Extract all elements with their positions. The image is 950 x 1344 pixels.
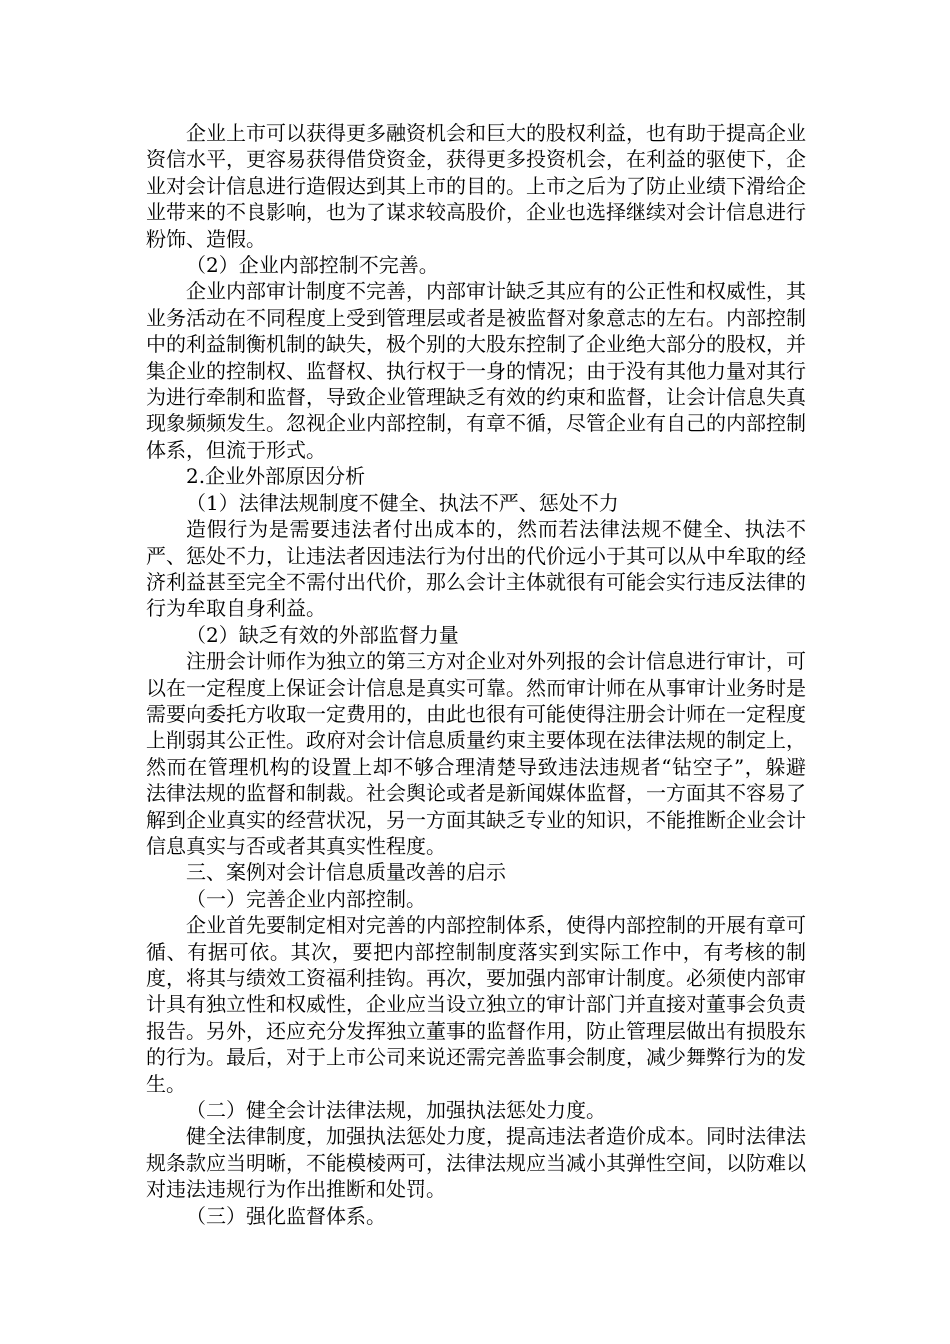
section-heading-external-causes: 2.企业外部原因分析 [186, 464, 366, 489]
document-body [146, 120, 806, 1229]
subheading-legal-system: （1）法律法规制度不健全、执法不严、惩处不力 [186, 490, 619, 515]
subheading-external-supervision: （2）缺乏有效的外部监督力量 [186, 622, 459, 647]
paragraph-improve-internal-control: 企业首先要制定相对完善的内部控制体系，使得内部控制的开展有章可循、有据可依。其次，要把内部控制制度落实到实际工作中，有考核的制度，将其与绩效工资福利挂钩。再次，要加强内部审计制度。必须使内部审计具有独立性和权威性，企业应当设立独立的审计部门并直接对董事会负责报告。另外，还应充分发挥独立董事的监督作用，防止管理层做出有损股东的行为。最后，对于上市公司来说还需完善监事会制度，减少舞弊行为的发生。 [146, 913, 806, 1096]
subheading-improve-laws: （二）健全会计法律法规，加强执法惩处力度。 [186, 1098, 606, 1123]
paragraph-internal-control: 企业内部审计制度不完善，内部审计缺乏其应有的公正性和权威性，其业务活动在不同程度上受到管理层或者是被监督对象意志的左右。内部控制中的利益制衡机制的缺失，极个别的大股东控制了企业绝大部分的股权，并集企业的控制权、监督权、执行权于一身的情况；由于没有其他力量对其行为进行牵制和监督，导致企业管理缺乏有效的约束和监督，让会计信息失真现象频频发生。忽视企业内部控制，有章不循，尽管企业有自己的内部控制体系，但流于形式。 [146, 279, 806, 462]
paragraph-listing-motive: 企业上市可以获得更多融资机会和巨大的股权利益，也有助于提高企业资信水平，更容易获得借贷资金，获得更多投资机会，在利益的驱使下，企业对会计信息进行造假达到其上市的目的。上市之后为了防止业绩下滑给企业带来的不良影响，也为了谋求较高股价，企业也选择继续对会计信息进行粉饰、造假。 [146, 121, 806, 251]
paragraph-improve-laws: 健全法律制度，加强执法惩处力度，提高违法者造价成本。同时法律法规条款应当明晰，不能模棱两可，法律法规应当减小其弹性空间，以防难以对违法违规行为作出推断和处罚。 [146, 1124, 806, 1202]
subheading-strengthen-supervision: （三）强化监督体系。 [186, 1203, 386, 1228]
subheading-improve-internal-control: （一）完善企业内部控制。 [186, 886, 426, 911]
subheading-internal-control: （2）企业内部控制不完善。 [186, 253, 439, 278]
paragraph-external-supervision: 注册会计师作为独立的第三方对企业对外列报的会计信息进行审计，可以在一定程度上保证会计信息是真实可靠。然而审计师在从事审计业务时是需要向委托方收取一定费用的，由此也很有可能使得注册会计师在一定程度上削弱其公正性。政府对会计信息质量约束主要体现在法律法规的制定上，然而在管理机构的设置上却不够合理清楚导致违法违规者“钻空子”，躲避法律法规的监督和制裁。社会舆论或者是新闻媒体监督，一方面其不容易了解到企业真实的经营状况，另一方面其缺乏专业的知识，不能推断企业会计信息真实与否或者其真实性程度。 [146, 649, 806, 858]
section-heading-case-lessons: 三、案例对会计信息质量改善的启示 [186, 860, 506, 885]
paragraph-legal-system: 造假行为是需要违法者付出成本的，然而若法律法规不健全、执法不严、惩处不力，让违法者因违法行为付出的代价远小于其可以从中牟取的经济利益甚至完全不需付出代价，那么会计主体就很有可能会实行违反法律的行为牟取自身利益。 [146, 517, 806, 621]
